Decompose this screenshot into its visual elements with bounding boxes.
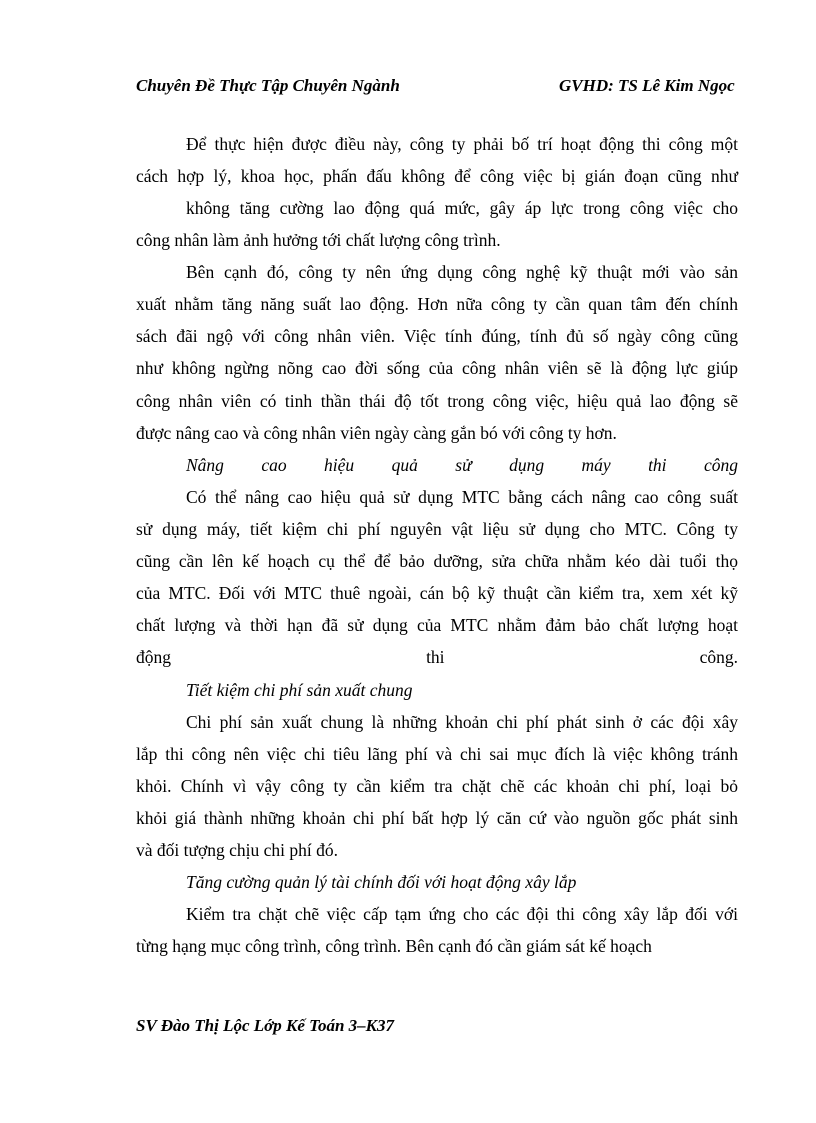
text-line: sử dụng máy, tiết kiệm chi phí nguyên vật liệu sử dụng cho MTC. Công ty [136,519,738,539]
text-line: động thi công. [136,647,738,667]
section-heading: Nâng cao hiệu quả sử dụng máy thi công [186,455,738,475]
text-line: cũng cần lên kế hoạch cụ thể để bảo dưỡng, sửa chữa nhằm kéo dài tuổi thọ [136,551,738,571]
text-line: khỏi. Chính vì vậy công ty cần kiểm tra chặt chẽ các khoản chi phí, loại bỏ [136,776,738,796]
text-line: xuất nhằm tăng năng suất lao động. Hơn nữa công ty cần quan tâm đến chính [136,294,738,314]
text-line: Bên cạnh đó, công ty nên ứng dụng công nghệ kỹ thuật mới vào sản [186,262,738,282]
text-line: Kiểm tra chặt chẽ việc cấp tạm ứng cho các đội thi công xây lắp đối với [186,904,738,924]
text-line: Chi phí sản xuất chung là những khoản chi phí phát sinh ở các đội xây [186,712,738,732]
text-line: được nâng cao và công nhân viên ngày càng gắn bó với công ty hơn. [136,423,617,443]
section-heading: Tiết kiệm chi phí sản xuất chung [186,680,413,700]
text-line: của MTC. Đối với MTC thuê ngoài, cán bộ kỹ thuật cần kiểm tra, xem xét kỹ [136,583,738,603]
header-course-title: Chuyên Đề Thực Tập Chuyên Ngành [136,76,400,95]
text-line: công nhân viên có tinh thần thái độ tốt trong công việc, hiệu quả lao động sẽ [136,391,738,411]
text-line: cách hợp lý, khoa học, phấn đấu không để công việc bị gián đoạn cũng như [136,166,738,186]
text-line: Có thể nâng cao hiệu quả sử dụng MTC bằng cách nâng cao công suất [186,487,738,507]
text-line: Để thực hiện được điều này, công ty phải bố trí hoạt động thi công một [186,134,738,154]
text-line: như không ngừng nõng cao đời sống của công nhân viên sẽ là động lực giúp [136,358,738,378]
header-advisor: GVHD: TS Lê Kim Ngọc [559,76,735,95]
section-heading: Tăng cường quản lý tài chính đối với hoạt động xây lắp [186,872,577,892]
text-line: chất lượng và thời hạn đã sử dụng của MTC nhằm đảm bảo chất lượng hoạt [136,615,738,635]
text-line: sách đãi ngộ với công nhân viên. Việc tính đúng, tính đủ số ngày công cũng [136,326,738,346]
footer-student-info: SV Đào Thị Lộc Lớp Kế Toán 3–K37 [136,1016,395,1035]
text-line: từng hạng mục công trình, công trình. Bên cạnh đó cần giám sát kế hoạch [136,936,652,956]
text-line: và đối tượng chịu chi phí đó. [136,840,338,860]
text-line: công nhân làm ảnh hưởng tới chất lượng công trình. [136,230,501,250]
text-line: khỏi giá thành những khoản chi phí bất hợp lý căn cứ vào nguồn gốc phát sinh [136,808,738,828]
text-line: lắp thi công nên việc chi tiêu lãng phí và chi sai mục đích là việc không tránh [136,744,738,764]
text-line: không tăng cường lao động quá mức, gây áp lực trong công việc cho [186,198,738,218]
